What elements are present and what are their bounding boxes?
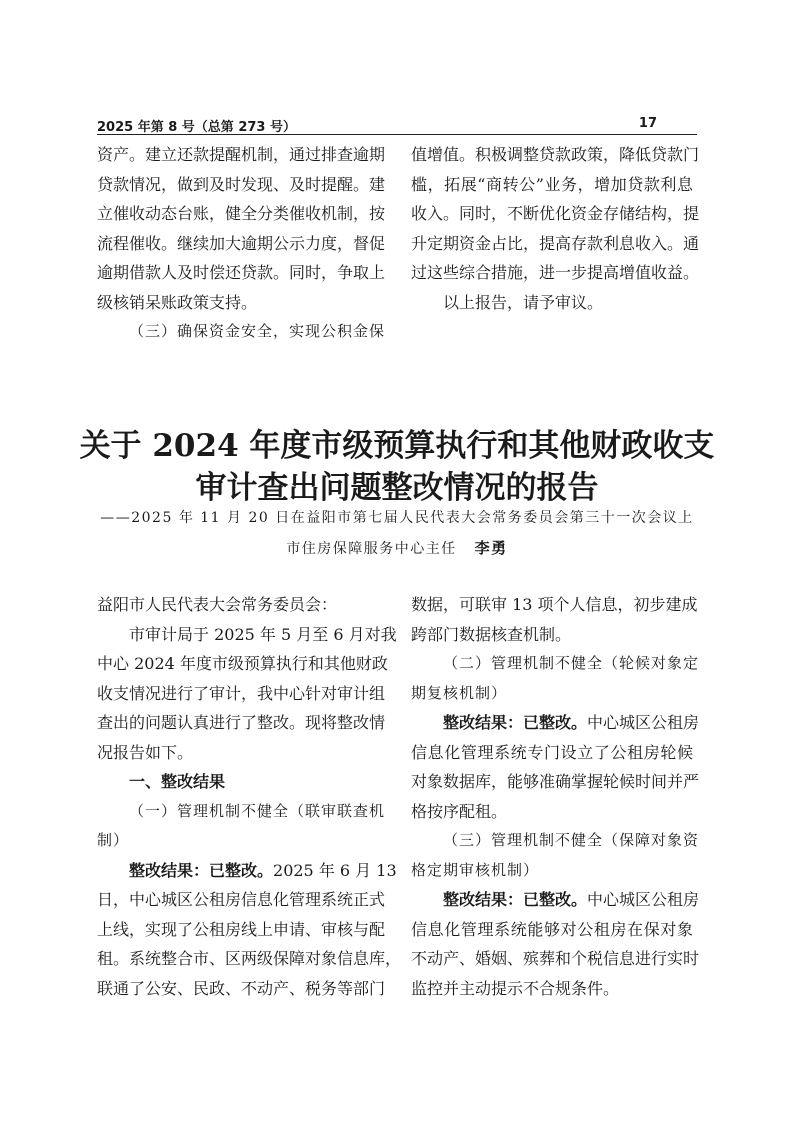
line-text: 对象数据库，能够准确掌握轮候时间并严: [411, 772, 700, 791]
issue-number: 2025 年第 8 号（总第 273 号）: [97, 120, 296, 135]
line-text: 中心城区公租房: [587, 713, 700, 732]
paragraph-line: [97, 649, 388, 679]
line-text: 格定期审核机制）: [411, 860, 540, 879]
paragraph-line: [97, 199, 386, 229]
speaker-line: [0, 537, 794, 558]
line-text: 过这些综合措施，进一步提高增值收益。: [411, 263, 700, 282]
line-text: 2025 年 6 月 13: [273, 860, 397, 880]
paragraph-line: [411, 170, 693, 200]
line-text: 流程催收。继续加大逾期公示力度，督促: [97, 233, 386, 253]
paragraph-line: [97, 944, 402, 974]
paragraph-line: [411, 708, 700, 738]
line-text: 日，中心城区公租房信息化管理系统正式: [97, 890, 386, 909]
paragraph-line: [97, 258, 386, 288]
speaker-role: 市住房保障服务中心主任: [286, 541, 457, 557]
paragraph-line: [97, 170, 386, 200]
line-text: 值增值。积极调整贷款政策，降低贷款门: [411, 145, 700, 164]
line-text: 不动产、婚姻、殡葬和个税信息进行实时: [411, 949, 700, 968]
line-text: 上线，实现了公租房线上申请、审核与配: [97, 919, 386, 939]
page-number: 17: [638, 116, 657, 131]
paragraph-line: [97, 738, 379, 768]
line-text: 逾期借款人及时偿还贷款。同时，争取上: [97, 263, 386, 282]
paragraph-line: [411, 797, 693, 827]
article-title-line-2: 审计查出问题整改情况的报告: [195, 470, 599, 506]
line-text: 期复核机制）: [411, 683, 508, 702]
paragraph-line: [97, 679, 386, 709]
section-heading: [97, 767, 379, 797]
line-text: 收入。同时，不断优化资金存储结构，提: [411, 204, 700, 223]
paragraph-line: [97, 856, 397, 886]
paragraph-line: [411, 974, 693, 1004]
top-right-column: [411, 140, 700, 317]
subsection-heading-line: [97, 797, 386, 827]
body-right-column: [411, 590, 700, 1003]
paragraph-line: [97, 708, 386, 738]
line-text: 联通了公安、民政、不动产、税务等部门: [97, 978, 386, 998]
line-text: 查出的问题认真进行了整改。现将整改情: [97, 713, 386, 732]
line-text: 信息化管理系统能够对公租房在保对象: [411, 919, 693, 939]
paragraph-line: [411, 767, 700, 797]
paragraph-line: [411, 885, 700, 915]
line-text: （三）管理机制不健全（保障对象资: [443, 831, 700, 849]
paragraph-line: [97, 140, 386, 170]
line-text: 制）: [97, 831, 130, 849]
line-text: 升定期资金占比，提高存款利息收入。通: [411, 233, 700, 253]
running-header: [97, 116, 697, 135]
line-text: 贷款情况，做到及时发现、及时提醒。建: [97, 174, 386, 194]
paragraph-line: [411, 738, 693, 768]
paragraph-line: [97, 885, 386, 915]
paragraph-line: [97, 229, 386, 259]
line-text: 资产。建立还款提醒机制，通过排查逾期: [97, 145, 386, 164]
line-text: 立催收动态台账，健全分类催收机制，按: [97, 204, 386, 223]
line-text: 况报告如下。: [97, 742, 194, 762]
speaker-name: 李勇: [474, 539, 508, 557]
subsection-heading-line: [411, 826, 700, 856]
top-left-column: [97, 140, 386, 347]
line-text: 信息化管理系统专门设立了公租房轮候: [411, 742, 693, 762]
line-text: 格按序配租。: [411, 801, 508, 821]
line-text: （一）管理机制不健全（联审联查机: [129, 801, 386, 820]
paragraph-line: [411, 288, 693, 318]
line-text: 中心城区公租房: [587, 890, 700, 909]
line-text: （二）管理机制不健全（轮候对象定: [443, 654, 700, 672]
paragraph-line: [97, 974, 386, 1004]
line-text: 益阳市人民代表大会常务委员会：: [97, 595, 338, 614]
line-text: 监控并主动提示不合规条件。: [411, 978, 620, 998]
paragraph-line: [97, 288, 379, 318]
paragraph-line: [411, 944, 700, 974]
line-text: 中心 2024 年度市级预算执行和其他财政: [97, 654, 388, 673]
line-text: 跨部门数据核查机制。: [411, 624, 572, 644]
paragraph-line: [411, 199, 700, 229]
line-text: （三）确保资金安全，实现公积金保: [129, 322, 386, 340]
line-text: 收支情况进行了审计，我中心针对审计组: [97, 683, 386, 703]
result-label: 整改结果：已整改。: [443, 713, 588, 732]
paragraph-line: [411, 620, 693, 650]
subsection-heading-line: [411, 856, 693, 886]
paragraph-line: [97, 620, 397, 650]
subsection-heading-line: [411, 649, 700, 679]
line-text: 市审计局于 2025 年 5 月至 6 月对我: [129, 624, 397, 644]
paragraph-line: [411, 140, 700, 170]
line-text: 数据，可联审 13 项个人信息，初步建成: [411, 595, 698, 614]
paragraph-line: [411, 915, 693, 945]
line-text: 以上报告，请予审议。: [443, 292, 604, 312]
paragraph-line: [411, 590, 698, 620]
article-title-line-1: 关于 2024 年度市级预算执行和其他财政收支: [79, 428, 715, 464]
article-subtitle: ——2025 年 11 月 20 日在益阳市第七届人民代表大会常务委员会第三十一次会议上: [100, 510, 694, 526]
paragraph-line: [411, 229, 700, 259]
subsection-heading-line: [97, 826, 379, 856]
line-text: 租。系统整合市、区两级保障对象信息库，: [97, 949, 402, 968]
subsection-heading-line: [97, 317, 386, 347]
line-text: 一、整改结果: [129, 772, 226, 791]
line-text: 级核销呆账政策支持。: [97, 292, 258, 312]
paragraph-line: [97, 590, 379, 620]
paragraph-line: [97, 915, 386, 945]
result-label: 整改结果：已整改。: [443, 890, 588, 909]
line-text: 槛，拓展“商转公”业务，增加贷款利息: [411, 174, 693, 194]
subsection-heading-line: [411, 679, 693, 709]
body-left-column: [97, 590, 402, 1003]
result-label: 整改结果：已整改。: [129, 860, 274, 880]
paragraph-line: [411, 258, 700, 288]
